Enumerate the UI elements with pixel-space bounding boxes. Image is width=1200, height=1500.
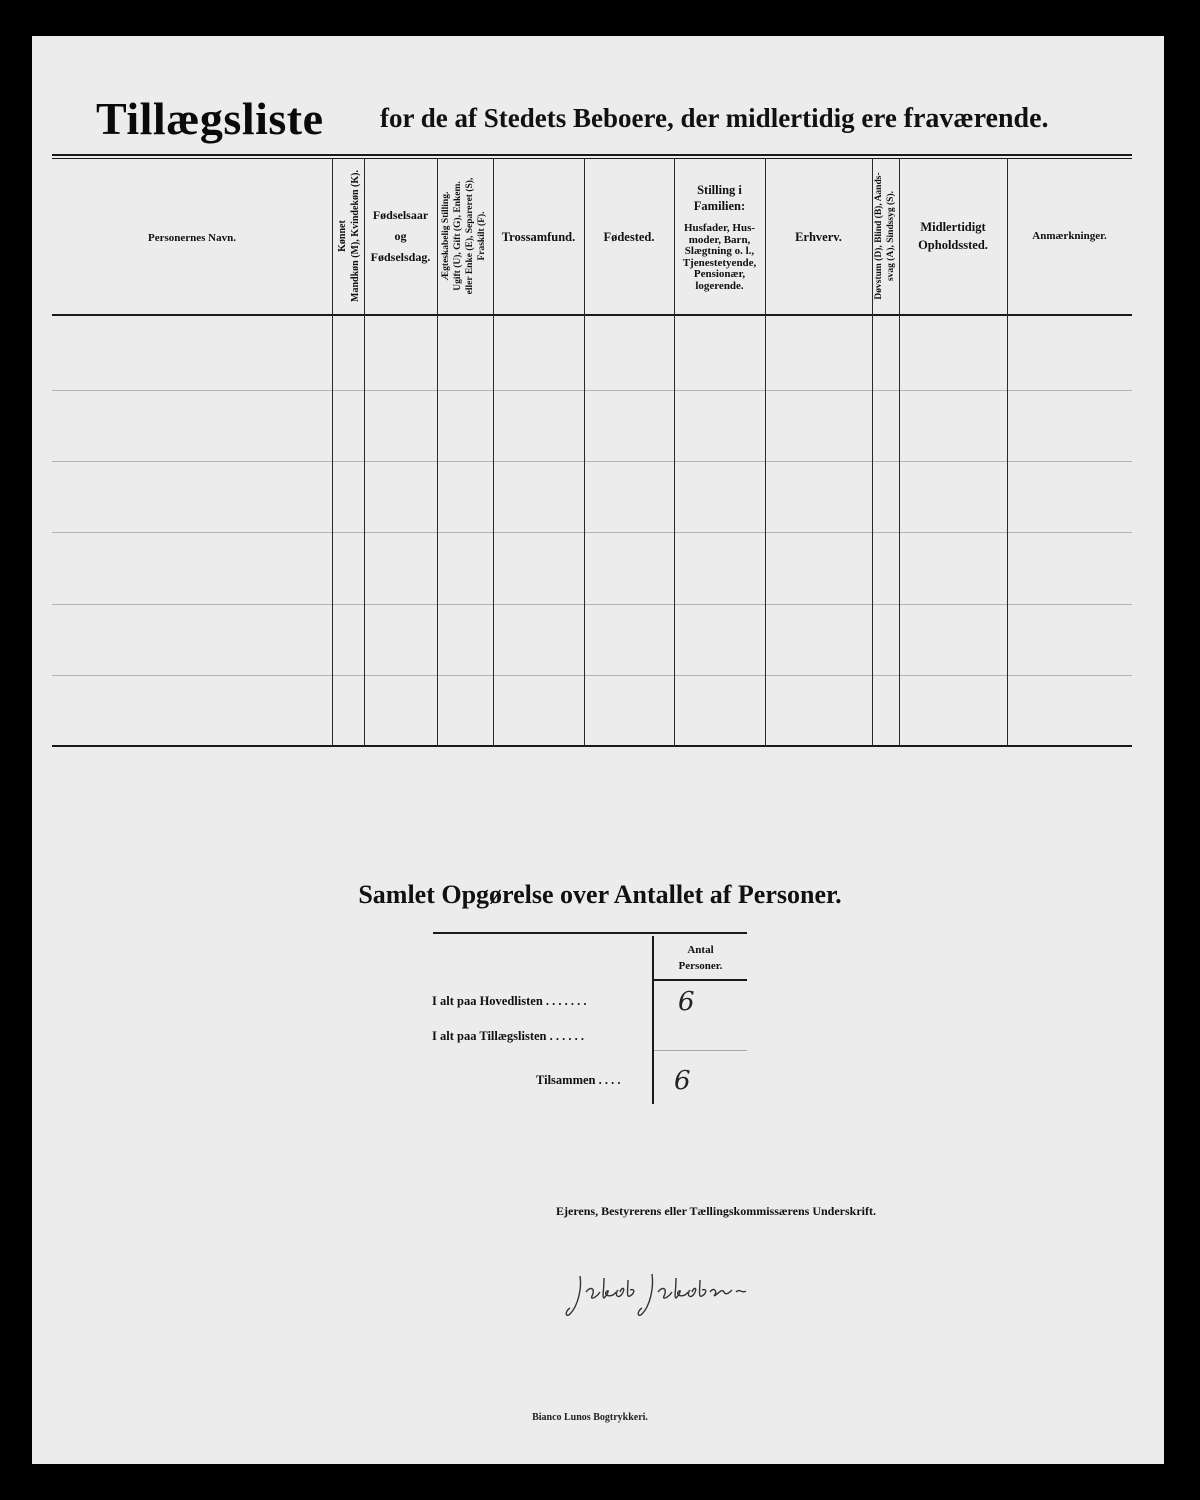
printer-imprint: Bianco Lunos Bogtrykkeri. (532, 1412, 648, 1423)
summary-label-hovedlisten: I alt paa Hovedlisten . . . . . . . (432, 994, 587, 1008)
column-divider (1007, 158, 1008, 746)
col-header-fodsel: Fødselsaar og Fødselsdag. (370, 208, 431, 264)
table-top-rule (52, 154, 1132, 156)
table-top-rule-thin (52, 158, 1132, 159)
form-subtitle-emphasis: fraværende. (903, 103, 1049, 134)
col-header-anm: Anmærkninger. (1032, 230, 1107, 242)
col-header-erhverv: Erhverv. (795, 230, 842, 244)
col-header-fodested: Fødested. (603, 230, 655, 244)
summary-value-tilsammen: 6 (674, 1066, 691, 1096)
form-subtitle (380, 103, 1049, 135)
form-subtitle-text: for de af Stedets Beboere, der midlertidig ere (380, 103, 897, 133)
table-row-divider (52, 461, 1132, 462)
column-divider (437, 158, 438, 746)
table-bottom-rule (52, 745, 1132, 747)
col-header-familie: Stilling i Familien: (693, 183, 746, 213)
table-row-divider (52, 675, 1132, 676)
form-title: Tillægsliste (96, 93, 324, 144)
summary-value-hovedlisten: 6 (678, 987, 695, 1017)
summary-subtotal-rule (654, 1050, 747, 1051)
column-divider (872, 158, 873, 746)
col-header-kjonnet: Kønnet Mandkøn (M), Kvindekøn (K). (337, 170, 361, 302)
column-divider (765, 158, 766, 746)
signature-caption: Ejerens, Bestyrerens eller Tællingskommissærens Underskrift. (556, 1204, 876, 1218)
column-divider (332, 158, 333, 746)
table-header-rule (52, 314, 1132, 316)
col-header-familie-detail: Husfader, Hus- moder, Barn, Slægtning o. l., Tjenestetyende, Pensionær, logerende. (682, 222, 757, 292)
summary-col-header: Antal Personer. (678, 944, 723, 972)
summary-header-rule (654, 979, 747, 981)
handwritten-signature (560, 1258, 780, 1328)
col-header-navn: Personernes Navn. (148, 232, 236, 244)
col-header-tro: Trossamfund. (501, 230, 576, 244)
summary-title: Samlet Opgørelse over Antallet af Personer. (358, 880, 842, 909)
table-row-divider (52, 604, 1132, 605)
col-header-dovstum: Døvstum (D), Blind (B), Aands- svag (A), Sindssyg (S). (874, 172, 896, 300)
column-divider (584, 158, 585, 746)
col-header-aegteskab: Ægteskabelig Stilling. Ugift (U), Gift (G), Enkem. eller Enke (E), Separeret (S), Fraskilt (F). (441, 177, 487, 295)
table-row-divider (52, 532, 1132, 533)
summary-label-tilsammen: Tilsammen . . . . (536, 1073, 621, 1087)
summary-top-rule (433, 932, 747, 934)
signature-scribble-icon (560, 1258, 780, 1328)
col-header-ophold: Midlertidigt Opholdssted. (918, 220, 988, 252)
summary-label-tillaegslisten: I alt paa Tillægslisten . . . . . . (432, 1029, 584, 1043)
column-divider (493, 158, 494, 746)
table-row-divider (52, 390, 1132, 391)
